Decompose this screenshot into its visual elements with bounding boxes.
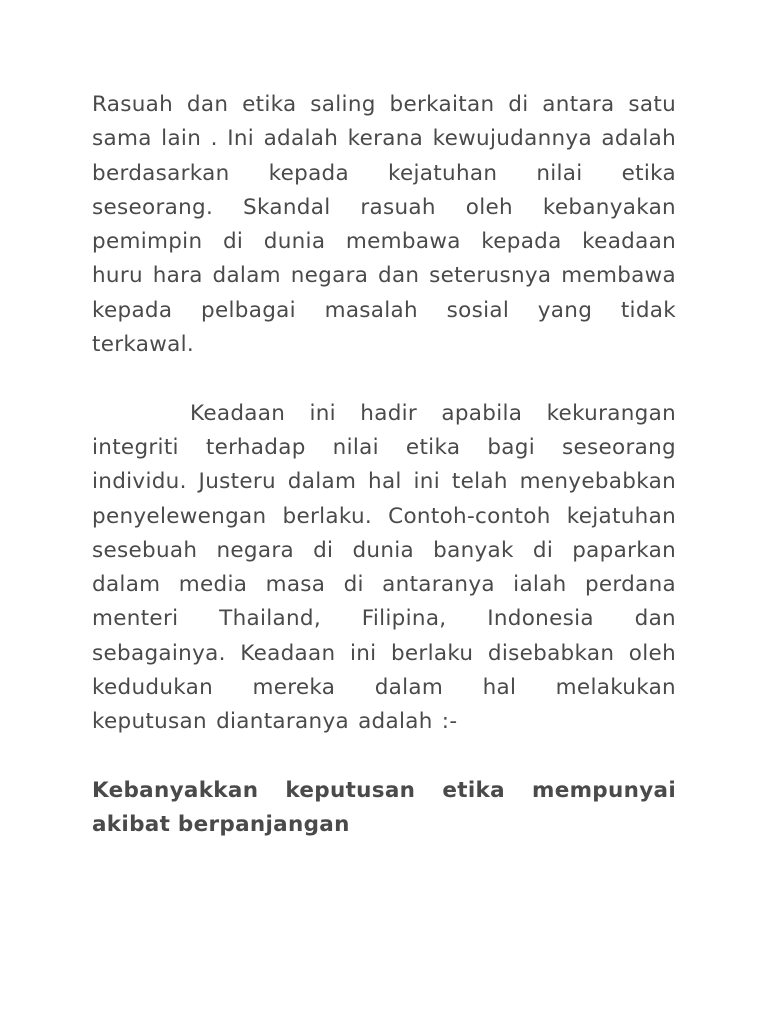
paragraph-intro: Rasuah dan etika saling berkaitan di antara satu sama lain . Ini adalah kerana kewujudannya adalah berdasarkan kepada kejatuhan nilai etika seseorang. Skandal rasuah oleh kebanyakan pemimpin di dunia membawa kepada keadaan huru hara dalam negara dan seterusnya membawa kepada pelbagai masalah sosial yang tidak terkawal. (92, 92, 676, 358)
document-page (92, 88, 676, 843)
paragraph-integrity: Keadaan ini hadir apabila kekurangan integriti terhadap nilai etika bagi seseorang individu. Justeru dalam hal ini telah menyebabkan penyelewengan berlaku. Contoh-contoh kejatuhan sesebuah negara di dunia banyak di paparkan dalam media masa di antaranya ialah perdana menteri Thailand, Filipina, Indonesia dan sebagainya. Keadaan ini berlaku disebabkan oleh kedudukan mereka dalam hal melakukan keputusan diantaranya adalah :- (92, 400, 676, 735)
section-heading: Kebanyakkan keputusan etika mempunyai akibat berpanjangan (92, 777, 676, 838)
